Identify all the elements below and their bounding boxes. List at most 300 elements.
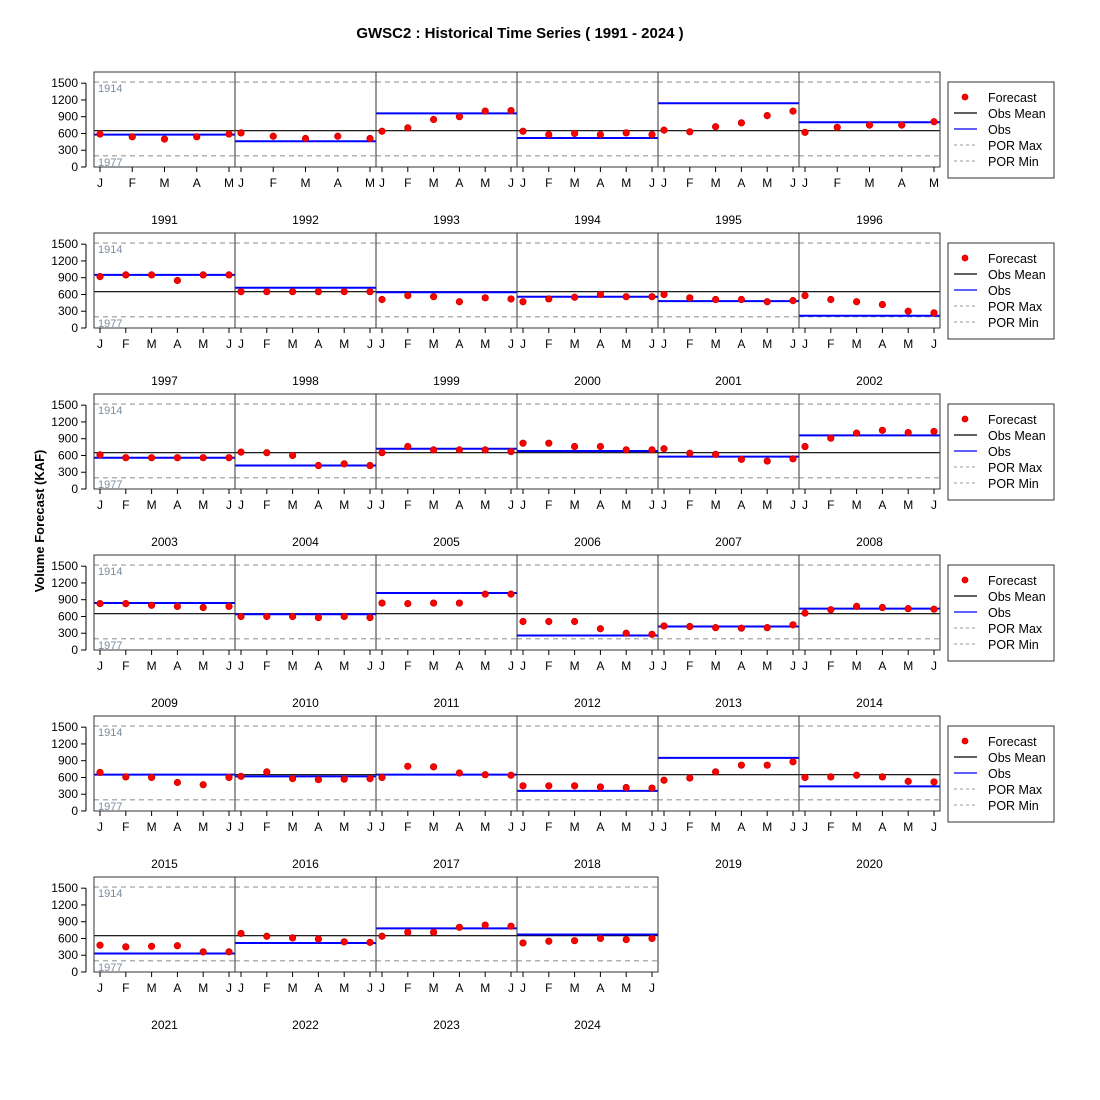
forecast-point (905, 308, 911, 314)
x-tick-label: A (173, 981, 182, 995)
x-tick-label: F (404, 176, 412, 190)
forecast-point (379, 774, 385, 780)
y-tick-label: 1200 (51, 575, 78, 590)
x-tick-label: J (931, 820, 937, 834)
panel-year-label: 1996 (856, 213, 883, 227)
x-tick-label: F (263, 659, 271, 673)
forecast-point (597, 131, 603, 137)
forecast-point (623, 447, 629, 453)
forecast-point (405, 125, 411, 131)
legend-label: POR Max (988, 783, 1043, 797)
panel-frame (376, 555, 517, 650)
x-tick-label: J (238, 176, 244, 190)
panel-2004 (235, 394, 376, 549)
x-tick-label: A (878, 337, 887, 351)
por-min-label: 1977 (98, 156, 123, 169)
forecast-point (764, 624, 770, 630)
forecast-point (174, 277, 180, 283)
panel-year-label: 2006 (574, 535, 601, 549)
x-tick-label: M (287, 659, 298, 673)
x-tick-label: M (339, 981, 350, 995)
panel-2020 (799, 716, 940, 871)
forecast-point (194, 134, 200, 140)
forecast-point (661, 127, 667, 133)
x-tick-label: F (686, 337, 694, 351)
forecast-point (738, 625, 744, 631)
por-max-label: 1914 (98, 83, 123, 96)
panel-year-label: 1993 (433, 213, 460, 227)
legend-forecast-symbol (962, 577, 968, 583)
forecast-point (200, 949, 206, 955)
x-tick-label: F (404, 820, 412, 834)
y-tick-label: 300 (57, 465, 78, 480)
forecast-point (148, 602, 154, 608)
forecast-point (905, 429, 911, 435)
forecast-point (764, 112, 770, 118)
panel-year-label: 2019 (715, 857, 742, 871)
forecast-point (456, 600, 462, 606)
y-tick-label: 600 (57, 287, 78, 302)
legend-label: POR Max (988, 461, 1043, 475)
y-tick-label: 900 (57, 109, 78, 124)
por-max-label: 1914 (98, 727, 123, 740)
legend-box (948, 404, 1054, 500)
x-tick-label: M (428, 981, 439, 995)
x-tick-label: J (649, 981, 655, 995)
x-tick-label: F (263, 981, 271, 995)
forecast-point (315, 288, 321, 294)
panel-2003 (51, 394, 235, 549)
forecast-point (379, 128, 385, 134)
forecast-point (238, 288, 244, 294)
forecast-point (546, 938, 552, 944)
y-tick-label: 300 (57, 948, 78, 963)
legend-label: Obs (988, 445, 1011, 459)
x-tick-label: M (851, 498, 862, 512)
forecast-point (508, 296, 514, 302)
x-tick-label: J (931, 498, 937, 512)
legend-label: Obs (988, 284, 1011, 298)
x-tick-label: M (762, 659, 773, 673)
x-tick-label: F (545, 337, 553, 351)
forecast-point (97, 942, 103, 948)
forecast-point (520, 783, 526, 789)
x-tick-label: J (367, 659, 373, 673)
panel-1994 (517, 72, 658, 227)
x-tick-label: F (827, 820, 835, 834)
forecast-point (546, 618, 552, 624)
x-tick-label: M (710, 176, 721, 190)
x-tick-label: M (569, 498, 580, 512)
x-tick-label: F (827, 337, 835, 351)
forecast-point (123, 600, 129, 606)
forecast-point (546, 131, 552, 137)
forecast-point (546, 783, 552, 789)
y-tick-label: 1500 (51, 398, 78, 413)
forecast-point (200, 272, 206, 278)
x-tick-label: M (428, 176, 439, 190)
panel-frame (376, 394, 517, 489)
forecast-point (482, 922, 488, 928)
x-tick-label: M (428, 337, 439, 351)
forecast-point (520, 299, 526, 305)
x-tick-label: J (520, 820, 526, 834)
x-tick-label: J (238, 337, 244, 351)
x-tick-label: J (379, 820, 385, 834)
y-tick-label: 1200 (51, 897, 78, 912)
panel-frame (376, 877, 517, 972)
panel-frame (235, 233, 376, 328)
forecast-point (226, 131, 232, 137)
forecast-point (270, 133, 276, 139)
y-tick-label: 600 (57, 770, 78, 785)
forecast-point (790, 759, 796, 765)
legend-label: POR Max (988, 300, 1043, 314)
y-tick-label: 1500 (51, 76, 78, 91)
forecast-point (264, 769, 270, 775)
forecast-point (853, 299, 859, 305)
y-tick-label: 900 (57, 592, 78, 607)
x-tick-label: M (851, 659, 862, 673)
legend-label: Forecast (988, 735, 1037, 749)
y-tick-label: 300 (57, 626, 78, 641)
panel-year-label: 2023 (433, 1018, 460, 1032)
x-tick-label: F (686, 659, 694, 673)
forecast-point (315, 614, 321, 620)
forecast-point (649, 785, 655, 791)
x-tick-label: J (802, 659, 808, 673)
forecast-point (97, 769, 103, 775)
y-tick-label: 1500 (51, 237, 78, 252)
forecast-point (520, 940, 526, 946)
panel-year-label: 2009 (151, 696, 178, 710)
forecast-point (238, 773, 244, 779)
forecast-point (405, 929, 411, 935)
y-tick-label: 0 (71, 160, 78, 174)
forecast-point (802, 610, 808, 616)
forecast-point (802, 292, 808, 298)
forecast-point (379, 600, 385, 606)
x-tick-label: M (762, 176, 773, 190)
forecast-point (264, 933, 270, 939)
forecast-point (597, 291, 603, 297)
forecast-point (238, 930, 244, 936)
forecast-point (712, 124, 718, 130)
forecast-point (456, 299, 462, 305)
x-tick-label: F (686, 176, 694, 190)
legend-label: POR Max (988, 622, 1043, 636)
panel-frame (658, 233, 799, 328)
x-tick-label: A (455, 981, 464, 995)
forecast-point (482, 591, 488, 597)
x-tick-label: F (263, 498, 271, 512)
panel-frame (799, 394, 940, 489)
forecast-point (482, 447, 488, 453)
forecast-point (226, 949, 232, 955)
forecast-point (764, 299, 770, 305)
forecast-point (161, 136, 167, 142)
x-tick-label: J (520, 337, 526, 351)
x-tick-label: J (520, 498, 526, 512)
forecast-point (97, 600, 103, 606)
forecast-point (597, 935, 603, 941)
panel-2022 (235, 877, 376, 1032)
x-tick-label: J (379, 659, 385, 673)
x-tick-label: M (198, 981, 209, 995)
forecast-point (238, 613, 244, 619)
x-tick-label: A (314, 981, 323, 995)
panel-year-label: 2021 (151, 1018, 178, 1032)
x-tick-label: A (878, 820, 887, 834)
panel-frame (658, 716, 799, 811)
x-tick-label: F (827, 498, 835, 512)
forecast-point (931, 606, 937, 612)
panel-frame (517, 716, 658, 811)
x-tick-label: J (508, 498, 514, 512)
forecast-point (226, 774, 232, 780)
forecast-point (200, 782, 206, 788)
x-tick-label: A (596, 659, 605, 673)
forecast-point (264, 613, 270, 619)
x-tick-label: J (520, 981, 526, 995)
x-tick-label: M (621, 337, 632, 351)
x-tick-label: J (649, 337, 655, 351)
forecast-point (226, 272, 232, 278)
forecast-point (571, 618, 577, 624)
x-tick-label: J (97, 981, 103, 995)
x-tick-label: J (790, 659, 796, 673)
forecast-point (335, 133, 341, 139)
forecast-point (597, 626, 603, 632)
x-tick-label: J (649, 176, 655, 190)
x-tick-label: M (569, 981, 580, 995)
panel-1993 (376, 72, 517, 227)
forecast-point (174, 455, 180, 461)
x-tick-label: F (833, 176, 841, 190)
x-tick-label: M (480, 659, 491, 673)
x-tick-label: J (97, 337, 103, 351)
forecast-point (687, 450, 693, 456)
forecast-point (931, 310, 937, 316)
x-tick-label: M (903, 659, 914, 673)
x-tick-label: M (339, 498, 350, 512)
forecast-point (148, 272, 154, 278)
x-tick-label: M (146, 820, 157, 834)
x-tick-label: M (569, 176, 580, 190)
x-tick-label: F (545, 176, 553, 190)
forecast-point (764, 458, 770, 464)
x-tick-label: F (122, 498, 130, 512)
forecast-point (379, 933, 385, 939)
forecast-point (200, 455, 206, 461)
forecast-point (790, 108, 796, 114)
x-tick-label: J (520, 176, 526, 190)
forecast-point (148, 774, 154, 780)
x-tick-label: J (931, 337, 937, 351)
x-tick-label: M (621, 981, 632, 995)
x-tick-label: M (762, 820, 773, 834)
panel-frame (799, 72, 940, 167)
forecast-point (738, 120, 744, 126)
x-tick-label: A (737, 337, 746, 351)
x-tick-label: J (790, 337, 796, 351)
x-tick-label: M (710, 659, 721, 673)
x-tick-label: M (146, 659, 157, 673)
legend-label: Forecast (988, 252, 1037, 266)
panel-1999 (376, 233, 517, 388)
forecast-point (482, 771, 488, 777)
x-tick-label: J (802, 176, 808, 190)
panel-2000 (517, 233, 658, 388)
x-tick-label: M (480, 820, 491, 834)
forecast-point (712, 296, 718, 302)
x-tick-label: F (122, 981, 130, 995)
x-tick-label: A (455, 337, 464, 351)
forecast-point (508, 772, 514, 778)
forecast-point (520, 618, 526, 624)
x-tick-label: J (226, 981, 232, 995)
x-tick-label: F (404, 337, 412, 351)
forecast-point (226, 603, 232, 609)
forecast-point (764, 762, 770, 768)
x-tick-label: M (569, 820, 580, 834)
x-tick-label: M (159, 176, 170, 190)
legend-label: POR Min (988, 638, 1039, 652)
forecast-point (687, 775, 693, 781)
x-tick-label: M (428, 498, 439, 512)
x-tick-label: A (455, 176, 464, 190)
panel-2015 (51, 716, 235, 871)
x-tick-label: M (710, 337, 721, 351)
x-tick-label: M (621, 498, 632, 512)
forecast-point (661, 446, 667, 452)
legend-box (948, 82, 1054, 178)
forecast-point (905, 605, 911, 611)
x-tick-label: M (287, 981, 298, 995)
x-tick-label: F (122, 820, 130, 834)
panel-year-label: 2010 (292, 696, 319, 710)
y-tick-label: 1200 (51, 92, 78, 107)
x-tick-label: J (379, 981, 385, 995)
x-tick-label: A (314, 498, 323, 512)
forecast-point (687, 295, 693, 301)
x-tick-label: J (238, 659, 244, 673)
panel-2008 (799, 394, 940, 549)
x-tick-label: A (596, 176, 605, 190)
x-tick-label: M (569, 659, 580, 673)
legend-label: Obs Mean (988, 268, 1046, 282)
forecast-point (430, 447, 436, 453)
forecast-point (649, 131, 655, 137)
panel-2016 (235, 716, 376, 871)
por-min-label: 1977 (98, 800, 123, 813)
x-tick-label: J (790, 176, 796, 190)
x-tick-label: J (97, 176, 103, 190)
forecast-point (623, 630, 629, 636)
forecast-point (712, 624, 718, 630)
legend-label: Forecast (988, 413, 1037, 427)
forecast-point (289, 775, 295, 781)
forecast-point (828, 296, 834, 302)
x-tick-label: F (827, 659, 835, 673)
panel-year-label: 2013 (715, 696, 742, 710)
legend-label: Obs Mean (988, 751, 1046, 765)
panel-year-label: 2011 (433, 696, 460, 710)
x-tick-label: M (621, 659, 632, 673)
y-tick-label: 300 (57, 787, 78, 802)
forecast-point (623, 784, 629, 790)
legend-label: Obs (988, 767, 1011, 781)
y-tick-label: 0 (71, 965, 78, 979)
forecast-point (508, 107, 514, 113)
legend-label: Obs Mean (988, 590, 1046, 604)
forecast-point (289, 288, 295, 294)
panel-year-label: 2012 (574, 696, 601, 710)
y-tick-label: 600 (57, 126, 78, 141)
panel-year-label: 2018 (574, 857, 601, 871)
x-tick-label: M (851, 337, 862, 351)
x-tick-label: M (569, 337, 580, 351)
panel-frame (235, 877, 376, 972)
x-tick-label: J (661, 337, 667, 351)
y-tick-label: 1500 (51, 720, 78, 735)
x-tick-label: J (367, 498, 373, 512)
forecast-point (931, 428, 937, 434)
x-tick-label: J (508, 981, 514, 995)
x-tick-label: J (508, 337, 514, 351)
panel-year-label: 1997 (151, 374, 178, 388)
panel-1997 (51, 233, 235, 388)
y-tick-label: 900 (57, 914, 78, 929)
panel-2001 (658, 233, 799, 388)
panel-frame (799, 233, 940, 328)
y-tick-label: 0 (71, 804, 78, 818)
x-tick-label: M (929, 176, 939, 190)
forecast-point (302, 135, 308, 141)
forecast-point (200, 604, 206, 610)
x-tick-label: J (238, 981, 244, 995)
forecast-point (931, 779, 937, 785)
panel-frame (799, 555, 940, 650)
panel-frame (376, 233, 517, 328)
forecast-point (879, 427, 885, 433)
forecast-point (623, 936, 629, 942)
x-tick-label: M (198, 337, 209, 351)
forecast-point (712, 769, 718, 775)
forecast-point (687, 623, 693, 629)
x-tick-label: A (314, 820, 323, 834)
forecast-point (712, 451, 718, 457)
x-tick-label: J (649, 659, 655, 673)
x-tick-label: F (122, 659, 130, 673)
x-tick-label: M (428, 659, 439, 673)
forecast-point (123, 455, 129, 461)
x-tick-label: M (339, 337, 350, 351)
forecast-point (597, 443, 603, 449)
panel-frame (376, 716, 517, 811)
panel-1998 (235, 233, 376, 388)
forecast-point (123, 774, 129, 780)
forecast-point (367, 288, 373, 294)
x-tick-label: F (128, 176, 136, 190)
panel-2019 (658, 716, 799, 871)
x-tick-label: A (173, 337, 182, 351)
forecast-point (367, 135, 373, 141)
forecast-point (456, 447, 462, 453)
forecast-point (289, 613, 295, 619)
x-tick-label: A (737, 820, 746, 834)
forecast-point (905, 778, 911, 784)
